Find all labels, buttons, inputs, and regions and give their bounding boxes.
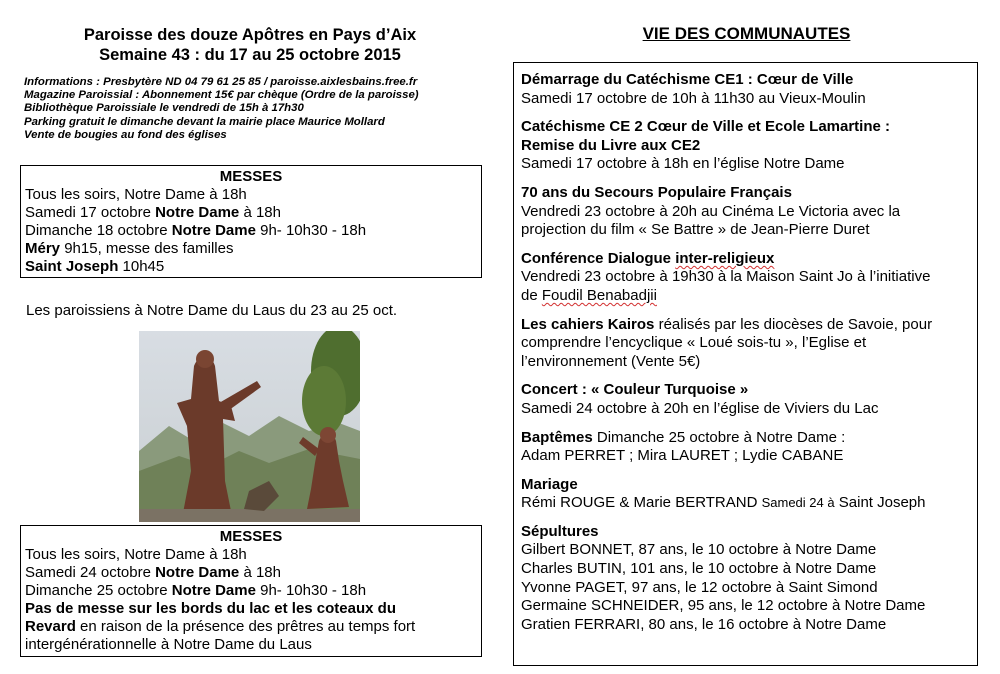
event-catechisme-ce1: Démarrage du Catéchisme CE1 : Cœur de Ville Samedi 17 octobre de 10h à 11h30 au Vieux-Moulin bbox=[521, 71, 866, 107]
event-catechisme-ce2: Catéchisme CE 2 Cœur de Ville et Ecole Lamartine : Remise du Livre aux CE2 Samedi 17 octobre à 18h en l’église Notre Dame bbox=[521, 118, 891, 173]
messes-heading: MESSES bbox=[219, 528, 283, 545]
messes-line: Tous les soirs, Notre Dame à 18h bbox=[25, 186, 247, 203]
event-baptemes: Baptêmes Dimanche 25 octobre à Notre Dame : Adam PERRET ; Mira LAURET ; Lydie CABANE bbox=[521, 428, 846, 465]
messes-line: Pas de messe sur les bords du lac et les coteaux du bbox=[25, 600, 396, 617]
event-kairos: Les cahiers Kairos réalisés par les diocèses de Savoie, pour comprendre l’encyclique « Loué sois-tu », l’Eglise et l’environnement (Vente 5€) bbox=[521, 315, 933, 370]
messes-box-laus bbox=[20, 525, 482, 657]
messes-line: Revard en raison de la présence des prêtres au temps fort bbox=[25, 618, 416, 635]
info-line: Informations : Presbytère ND 04 79 61 25 85 / paroisse.aixlesbains.free.fr bbox=[24, 76, 418, 88]
event-secours-populaire: 70 ans du Secours Populaire Français Vendredi 23 octobre à 20h au Cinéma Le Victoria avec la projection du film « Se Battre » de Jean-Pierre Duret bbox=[521, 183, 901, 239]
statue-photo bbox=[139, 331, 360, 522]
parish-title bbox=[20, 25, 480, 65]
info-line: Magazine Paroissial : Abonnement 15€ par chèque (Ordre de la paroisse) bbox=[24, 89, 419, 102]
messes-line: Dimanche 25 octobre Notre Dame 9h- 10h30 - 18h bbox=[25, 582, 367, 599]
laus-announcement: Les paroissiens à Notre Dame du Laus du 23 au 25 oct. bbox=[26, 302, 398, 319]
info-line: Parking gratuit le dimanche devant la mairie place Maurice Mollard bbox=[24, 115, 385, 128]
communities-box bbox=[513, 62, 978, 666]
communities-title: VIE DES COMMUNAUTES bbox=[642, 24, 851, 43]
messes-heading: MESSES bbox=[219, 168, 283, 185]
messes-line: Samedi 24 octobre Notre Dame à 18h bbox=[25, 564, 281, 581]
info-line: Vente de bougies au fond des églises bbox=[24, 128, 227, 141]
sepulture-item: Gratien FERRARI, 80 ans, le 16 octobre à Notre Dame bbox=[521, 615, 887, 633]
messes-line: Tous les soirs, Notre Dame à 18h bbox=[25, 546, 247, 563]
messes-box-week bbox=[20, 165, 482, 278]
event-concert: Concert : « Couleur Turquoise » Samedi 24 octobre à 20h en l’église de Viviers du Lac bbox=[521, 381, 879, 417]
messes-line: Samedi 17 octobre Notre Dame à 18h bbox=[25, 204, 281, 221]
info-line: Bibliothèque Paroissiale le vendredi de 15h à 17h30 bbox=[24, 102, 304, 115]
sepulture-item: Gilbert BONNET, 87 ans, le 10 octobre à Notre Dame bbox=[521, 541, 877, 559]
messes-line: Dimanche 18 octobre Notre Dame 9h- 10h30 - 18h bbox=[25, 222, 367, 239]
sepulture-item: Charles BUTIN, 101 ans, le 10 octobre à Notre Dame bbox=[521, 560, 877, 578]
info-block bbox=[24, 76, 419, 142]
event-mariage: Mariage Rémi ROUGE & Marie BERTRAND Samedi 24 à Saint Joseph bbox=[521, 475, 926, 512]
sepulture-item: Germaine SCHNEIDER, 95 ans, le 12 octobre à Notre Dame bbox=[521, 597, 926, 615]
sepulture-item: Yvonne PAGET, 97 ans, le 12 octobre à Saint Simond bbox=[521, 578, 878, 596]
event-sepultures: Sépultures Gilbert BONNET, 87 ans, le 10 octobre à Notre Dame Charles BUTIN, 101 ans, le 10 octobre à Notre Dame Yvonne PAGET, 97 ans, le 12 octobre à Saint Simond Germaine SCHNEIDER, 95 ans, le 12 octobre à Notre Dame Gratien FERRARI, 80 ans, le 16 octobre à Notre Dame bbox=[521, 523, 971, 635]
messes-line: intergénérationnelle à Notre Dame du Laus bbox=[25, 636, 312, 653]
messes-line: Méry 9h15, messe des familles bbox=[25, 240, 234, 257]
event-conference: Conférence Dialogue inter-religieux Vendredi 23 octobre à 19h30 à la Maison Saint Jo à l’initiative de Foudil Benabadjii bbox=[521, 249, 931, 304]
week-line: Semaine 43 : du 17 au 25 octobre 2015 bbox=[99, 46, 401, 64]
messes-line: Saint Joseph 10h45 bbox=[25, 258, 165, 275]
parish-name: Paroisse des douze Apôtres en Pays d’Aix bbox=[83, 26, 417, 44]
